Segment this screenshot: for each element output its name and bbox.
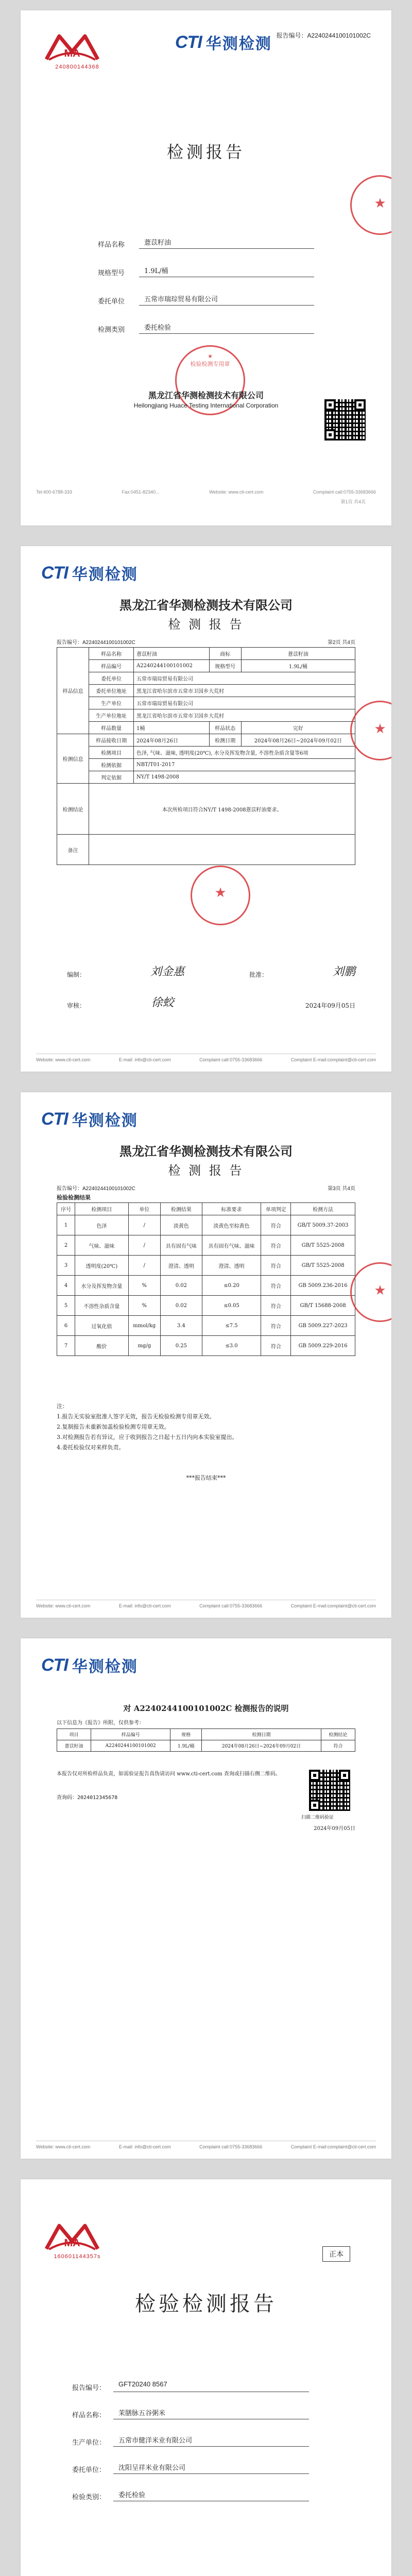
table-row (57, 1296, 355, 1316)
column-header: 项目 (57, 1729, 91, 1740)
page-footer: Website: www.cti-cert.com E-mail: info@cti-cert.com Complaint call:0755-33683666 Complaint E-mail:complaint@cti-cert.com (36, 2141, 376, 2149)
table-cell: 色泽 (75, 1215, 128, 1235)
signature-reviewer: 徐蛟 (151, 996, 174, 1009)
company-name: 黑龙江省华测检测技术有限公司 (148, 391, 264, 400)
table-cell: 具有固有气味、滋味 (202, 1235, 261, 1256)
report-page-1 (21, 10, 391, 526)
field-label-cell: 检测项目 (89, 747, 134, 759)
table-row (57, 709, 355, 722)
field-value-cell: 2024年08月26日 (133, 734, 209, 747)
field-label-cell: 判定依据 (89, 771, 134, 784)
table-cell: 2024年08月26日~2024年09月02日 (202, 1740, 321, 1752)
approval-date: 2024年09月05日 (305, 1002, 355, 1009)
table-row (57, 759, 355, 771)
field-label-cell: 检测日期 (209, 734, 241, 747)
table-cell: ≤3.0 (202, 1336, 261, 1356)
field-sample-name: 样品名称 薏苡籽油 (98, 237, 314, 249)
column-header: 检测方法 (291, 1203, 355, 1215)
field-value-cell: A2240244100101002 (133, 660, 209, 672)
notes-row (57, 835, 355, 865)
field-report-number: 报告编号： GFT20240 8567 (72, 2380, 309, 2392)
company-name-en: Heilongjiang Huace Testing International Corporation (133, 402, 279, 409)
table-cell: 3.4 (161, 1316, 202, 1336)
company-heading: 黑龙江省华测检测技术有限公司 (119, 598, 293, 613)
table-cell: / (128, 1256, 160, 1276)
field-client: 委托单位： 沈阳呈祥米业有限公司 (72, 2462, 309, 2474)
signature-compiler: 刘金惠 (150, 965, 184, 978)
field-client: 委托单位 五常市瑞琮贸易有限公司 (98, 294, 314, 306)
cover-fields (72, 2380, 309, 2501)
table-cell: ≤7.5 (202, 1316, 261, 1336)
field-label-cell: 检测依据 (89, 759, 134, 771)
page-number: 第3页 共4页 (328, 1186, 355, 1192)
column-header: 单位 (128, 1203, 160, 1215)
table-cell: 具有固有气味 (161, 1235, 202, 1256)
table-row (57, 734, 355, 747)
table-cell: 5 (57, 1296, 75, 1316)
table-row (57, 722, 355, 734)
field-value-cell: 1桶 (133, 722, 209, 734)
table-cell: 0.02 (161, 1296, 202, 1316)
svg-text:MA: MA (64, 48, 80, 59)
table-cell: 2 (57, 1235, 75, 1256)
table-cell: 气味、滋味 (75, 1235, 128, 1256)
field-value-cell: 薏苡籽油 (241, 648, 355, 660)
report-heading: 检 测 报 告 (168, 617, 244, 632)
report-title: 检测报告 (166, 142, 245, 162)
field-value-cell: 2024年08月26日~2024年09月02日 (241, 734, 355, 747)
table-cell: % (128, 1276, 160, 1296)
company-seal: ★ (191, 866, 250, 925)
verify-label: 扫描二维码验证 (301, 1815, 334, 1820)
query-code: 查询码：2024012345678 (57, 1795, 118, 1801)
column-header: 检测日期 (202, 1729, 321, 1740)
summary-table (57, 1728, 355, 1752)
field-label-cell: 样品数量 (89, 722, 134, 734)
report-title: 检验检测报告 (135, 2292, 277, 2316)
field-value-cell: NBT/T01-2017 (133, 759, 355, 771)
table-cell: 淡黄色至棕黄色 (202, 1215, 261, 1235)
field-value-cell: 1.9L/桶 (241, 660, 355, 672)
report-number: 报告编号：A2240244100101002C (276, 32, 371, 39)
contact-line: Tel:400-6788-333 Fax:0451-82340... Website: www.cti-cert.com Complaint call:0755-33683666 (36, 489, 376, 495)
table-cell: 0.25 (161, 1336, 202, 1356)
table-cell: A2240244100101002 (91, 1740, 170, 1752)
cma-mark (41, 2221, 113, 2260)
notes-label: 备注 (57, 835, 89, 865)
table-cell: 透明度(20℃) (75, 1256, 128, 1276)
table-row (57, 672, 355, 685)
table-cell: 薏苡籽油 (57, 1740, 91, 1752)
explanation-subtitle: 以下信息为《报告》所附，仅供参考： (57, 1720, 144, 1726)
cti-logo: CTI 华测检测 (41, 1655, 138, 1675)
verification-qr[interactable] (309, 1770, 350, 1811)
report-number: 报告编号：A2240244100101002C (57, 1186, 135, 1192)
field-label-cell: 委托单位地址 (89, 685, 134, 697)
field-value-cell: 五常市瑞琮贸易有限公司 (133, 672, 355, 685)
field-label-cell: 商标 (209, 648, 241, 660)
column-header: 检测项目 (75, 1203, 128, 1215)
table-cell: 0.02 (161, 1276, 202, 1296)
report-page-3 (21, 1092, 391, 1618)
table-cell: ≤0.20 (202, 1276, 261, 1296)
section-title: 检验检测结果 (57, 1194, 91, 1201)
table-row (57, 1336, 355, 1356)
column-header: 检测结论 (321, 1729, 355, 1740)
field-value-cell: 黑龙江省哈尔滨市五常市卫国乡大荒村 (133, 685, 355, 697)
row-group-cell: 样品信息 (57, 648, 89, 734)
table-row (57, 1276, 355, 1296)
table-cell: 符合 (261, 1336, 291, 1356)
field-sample-name: 样品名称： 茉膳脉五谷粥米 (72, 2408, 309, 2419)
row-group-cell: 检测信息 (57, 734, 89, 784)
table-row (57, 747, 355, 759)
field-value-cell: 五常市瑞琮贸易有限公司 (133, 697, 355, 709)
table-cell: 3 (57, 1256, 75, 1276)
table-cell: GB/T 5525-2008 (291, 1235, 355, 1256)
table-cell: GB 5009.227-2023 (291, 1316, 355, 1336)
signature-block (67, 953, 355, 1010)
field-producer: 生产单位： 五常市健洋米业有限公司 (72, 2435, 309, 2447)
explanation-date: 2024年09月05日 (314, 1826, 355, 1832)
field-label-cell: 样品编号 (89, 660, 134, 672)
cma-mark (41, 31, 113, 70)
table-cell: 不溶性杂质含量 (75, 1296, 128, 1316)
field-value-cell: 色泽, 气味、滋味, 透明度(20℃), 水分及挥发物含量, 不溶性杂质含量等6项 (133, 747, 355, 759)
table-row (57, 1256, 355, 1276)
table-row (57, 1235, 355, 1256)
table-cell: 淡黄色 (161, 1215, 202, 1235)
cover-fields (98, 237, 314, 334)
signature-approver: 刘鹏 (332, 965, 355, 978)
sample-info-table (57, 647, 355, 865)
table-cell: ≤0.05 (202, 1296, 261, 1316)
results-table (57, 1202, 355, 1356)
field-value-cell: 完好 (241, 722, 355, 734)
report-end: ***报告结束*** (186, 1475, 226, 1481)
company-heading: 黑龙江省华测检测技术有限公司 (119, 1144, 293, 1159)
table-cell: 1 (57, 1215, 75, 1235)
conclusion-text: 本次所检项目符合NY/T 1498-2008薏苡籽油要求。 (89, 784, 355, 835)
cti-logo: CTI 华测检测 (41, 563, 138, 583)
compiled-by-label: 编制： (67, 971, 86, 978)
column-header: 单项判定 (261, 1203, 291, 1215)
cti-logo: CTI 华测检测 (175, 32, 272, 53)
field-value-cell: 黑龙江省哈尔滨市五常市卫国乡大荒村 (133, 709, 355, 722)
seam-seal: ★ (350, 1262, 391, 1322)
table-cell: % (128, 1296, 160, 1316)
company-seal: ★ 检验检测专用章 (175, 345, 245, 415)
approved-by-label: 批准： (249, 971, 268, 978)
field-label-cell: 委托单位 (89, 672, 134, 685)
table-cell: GB/T 5009.37-2003 (291, 1215, 355, 1235)
cti-logo: CTI 华测检测 (41, 1109, 138, 1129)
table-row (57, 771, 355, 784)
column-header: 样品编号 (91, 1729, 170, 1740)
table-cell: mg/g (128, 1336, 160, 1356)
report-page-2 (21, 546, 391, 1072)
table-cell: 符合 (261, 1235, 291, 1256)
seam-seal: ★ (350, 175, 391, 235)
report-page-4 (21, 1638, 391, 2159)
table-cell: 酸价 (75, 1336, 128, 1356)
qr-code (324, 399, 366, 440)
table-row (57, 648, 355, 660)
field-spec: 规格型号 1.9L/桶 (98, 265, 314, 277)
seam-seal: ★ (350, 701, 391, 760)
column-header: 序号 (57, 1203, 75, 1215)
table-cell: 澄清、透明 (161, 1256, 202, 1276)
table-cell: GB/T 15688-2008 (291, 1296, 355, 1316)
report-number: 报告编号：A2240244100101002C (57, 640, 135, 646)
table-cell: 6 (57, 1316, 75, 1336)
column-header: 规格 (170, 1729, 202, 1740)
field-label-cell: 样品接收日期 (89, 734, 134, 747)
field-label-cell: 规格型号 (209, 660, 241, 672)
table-cell: / (128, 1235, 160, 1256)
table-row (57, 685, 355, 697)
table-cell: 4 (57, 1276, 75, 1296)
page-footer: Website: www.cti-cert.com E-mail: info@cti-cert.com Complaint call:0755-33683666 Complaint E-mail:complaint@cti-cert.com (36, 1054, 376, 1062)
field-category: 检验类别： 委托检验 (72, 2489, 309, 2501)
page-footer: Website: www.cti-cert.com E-mail: info@cti-cert.com Complaint call:0755-33683666 Complaint E-mail:complaint@cti-cert.com (36, 1600, 376, 1608)
column-header: 标准要求 (202, 1203, 261, 1215)
report-heading: 检 测 报 告 (168, 1163, 244, 1178)
table-row (57, 1215, 355, 1235)
table-row (57, 1316, 355, 1336)
cma-number: 160601144357s (54, 2253, 101, 2260)
notes: 注： 1.报告无实验室批准人签字无效，报告无检验检测专用章无效。 2.复制报告未重新加盖检验检测专用章无效。 3.对检测报告若有异议，应于收到报告之日起十五日内向本实验室提出。 4.委托检验仅对来样负责。 (57, 1403, 238, 1451)
table-cell: GB 5009.236-2016 (291, 1276, 355, 1296)
field-value-cell: 薏苡籽油 (133, 648, 209, 660)
conclusion-row (57, 784, 355, 835)
table-cell: GB/T 5525-2008 (291, 1256, 355, 1276)
cma-number: 240800144368 (55, 64, 99, 70)
table-cell: 符合 (261, 1316, 291, 1336)
conclusion-label: 检测结论 (57, 784, 89, 835)
table-cell: 过氧化值 (75, 1316, 128, 1336)
page-number: 第2页 共4页 (328, 640, 355, 646)
table-cell: 水分及挥发物含量 (75, 1276, 128, 1296)
table-cell: / (128, 1215, 160, 1235)
field-category: 检测类别 委托检验 (98, 322, 314, 334)
table-row (57, 660, 355, 672)
original-badge: 正本 (322, 2246, 350, 2262)
table-cell: 澄清、透明 (202, 1256, 261, 1276)
field-value-cell: NY/T 1498-2008 (133, 771, 355, 784)
explanation-text: 本报告仅对所检样品负责，如需验证报告真伪请访问 www.cti-cert.com 查询或扫描右侧二维码。 (57, 1771, 281, 1777)
table-cell: GB 5009.229-2016 (291, 1336, 355, 1356)
table-cell: 7 (57, 1336, 75, 1356)
page-number: 第1页 共4页 (340, 499, 366, 504)
table-cell: 符合 (261, 1215, 291, 1235)
table-cell: 符合 (261, 1276, 291, 1296)
field-label-cell: 样品状态 (209, 722, 241, 734)
explanation-title: 对 A2240244100101002C 检测报告的说明 (123, 1704, 289, 1713)
table-cell: 符合 (261, 1296, 291, 1316)
table-cell: 1.9L/桶 (170, 1740, 202, 1752)
report-page-5 (21, 2179, 391, 2576)
table-cell: mmol/kg (128, 1316, 160, 1336)
svg-text:MA: MA (64, 2238, 80, 2249)
field-label-cell: 生产单位 (89, 697, 134, 709)
reviewed-by-label: 审核： (67, 1002, 86, 1009)
field-label-cell: 样品名称 (89, 648, 134, 660)
column-header: 检测结果 (161, 1203, 202, 1215)
table-row (57, 697, 355, 709)
table-cell: 符合 (261, 1256, 291, 1276)
table-cell: 符合 (321, 1740, 355, 1752)
notes-text (89, 835, 355, 865)
field-label-cell: 生产单位地址 (89, 709, 134, 722)
